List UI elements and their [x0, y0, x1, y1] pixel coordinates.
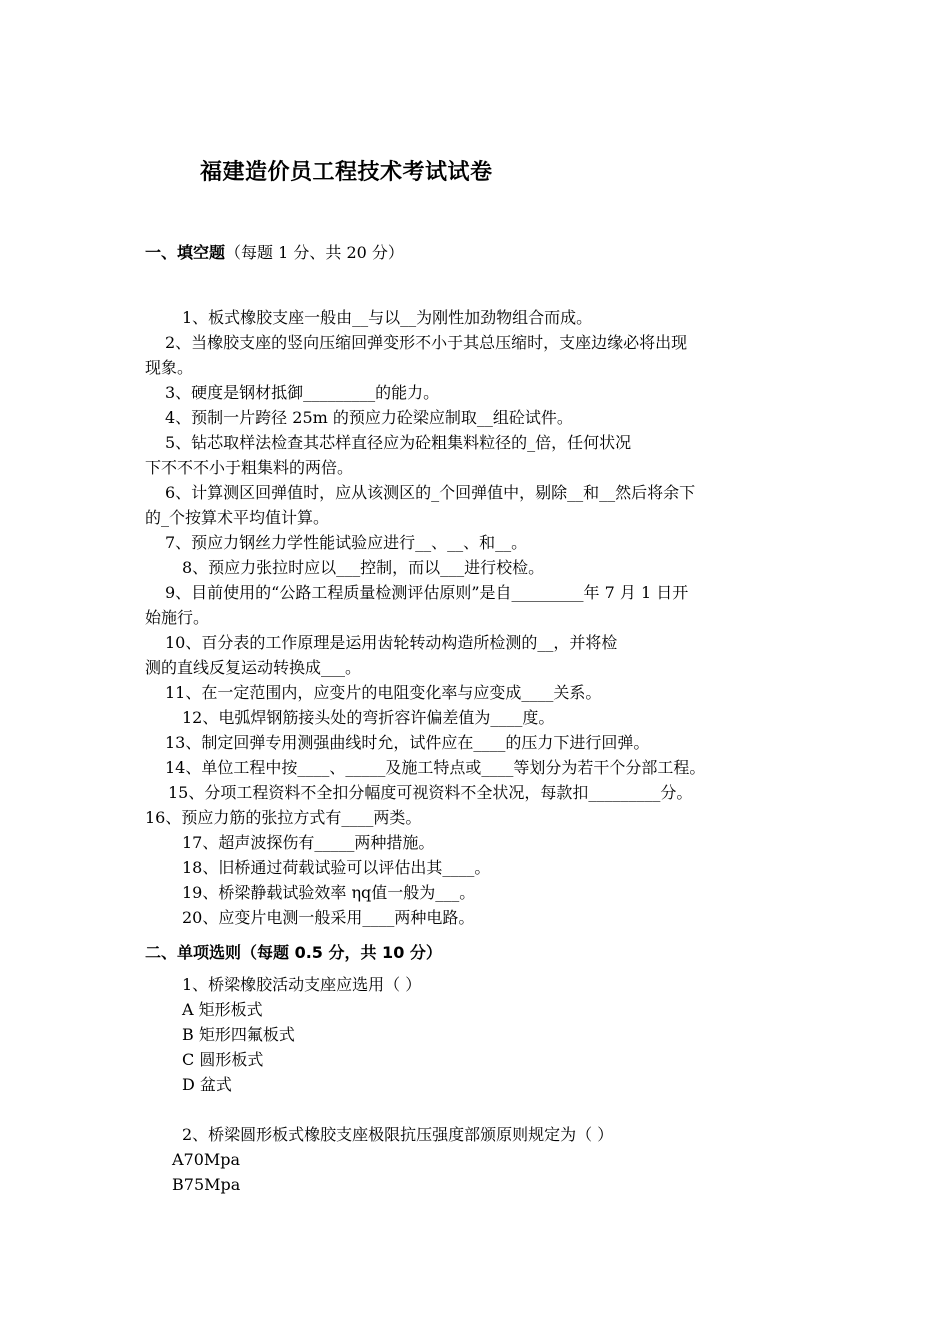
section2-heading: 二、单项选则（每题 0.5 分，共 10 分） — [145, 943, 442, 962]
question-2: 2、当橡胶支座的竖向压缩回弹变形不小于其总压缩时，支座边缘必将出现 — [165, 333, 688, 352]
question-9: 9、目前使用的“公路工程质量检测评估原则”是自_________年 7 月 1 日开 — [165, 583, 689, 602]
question-13: 13、制定回弹专用测强曲线时允，试件应在____的压力下进行回弹。 — [165, 733, 650, 752]
mc-option-d: D 盆式 — [182, 1075, 232, 1094]
question-14: 14、单位工程中按____、_____及施工特点或____等划分为若干个分部工程。 — [165, 758, 706, 777]
question-20: 20、应变片电测一般采用____两种电路。 — [182, 908, 475, 927]
mc-option-b: B 矩形四氟板式 — [182, 1025, 295, 1044]
question-12: 12、电弧焊钢筋接头处的弯折容许偏差值为____度。 — [182, 708, 555, 727]
question-10-cont: 测的直线反复运动转换成___。 — [145, 658, 362, 677]
question-9-cont: 始施行。 — [145, 608, 210, 627]
question-16: 16、预应力筋的张拉方式有____两类。 — [145, 808, 422, 827]
section1-heading-row — [145, 240, 404, 263]
question-2-cont: 现象。 — [145, 358, 194, 377]
question-17: 17、超声波探伤有_____两种措施。 — [182, 833, 435, 852]
question-10: 10、百分表的工作原理是运用齿轮转动构造所检测的__，并将检 — [165, 633, 618, 652]
question-8: 8、预应力张拉时应以___控制，而以___进行校检。 — [182, 558, 545, 577]
question-3: 3、硬度是钢材抵御_________的能力。 — [165, 383, 440, 402]
question-5: 5、钻芯取样法检查其芯样直径应为砼粗集料粒径的_倍，任何状况 — [165, 433, 632, 452]
question-11: 11、在一定范围内，应变片的电阻变化率与应变成____关系。 — [165, 683, 602, 702]
question-4: 4、预制一片跨径 25m 的预应力砼梁应制取__组砼试件。 — [165, 408, 573, 427]
question-1: 1、板式橡胶支座一般由__与以__为刚性加劲物组合而成。 — [182, 308, 593, 327]
mc2-option-a: A70Mpa — [172, 1150, 241, 1169]
section1-heading: 一、填空题 — [145, 243, 226, 262]
question-6: 6、计算测区回弹值时，应从该测区的_个回弹值中，剔除__和__然后将余下 — [165, 483, 696, 502]
section1-note: （每题 1 分、共 20 分） — [225, 243, 404, 262]
question-15: 15、分项工程资料不全扣分幅度可视资料不全状况，每款扣_________分。 — [168, 783, 693, 802]
question-18: 18、旧桥通过荷载试验可以评估出其____。 — [182, 858, 491, 877]
question-19: 19、桥梁静载试验效率 ηq值一般为___。 — [182, 883, 476, 902]
question-5-cont: 下不不不小于粗集料的两倍。 — [145, 458, 354, 477]
question-7: 7、预应力钢丝力学性能试验应进行__、__、和__。 — [165, 533, 528, 552]
mc2-option-b: B75Mpa — [172, 1175, 241, 1194]
mc-option-a: A 矩形板式 — [182, 1000, 263, 1019]
document-title: 福建造价员工程技术考试试卷 — [200, 160, 493, 185]
mc-option-c: C 圆形板式 — [182, 1050, 264, 1069]
mc-question-1: 1、桥梁橡胶活动支座应选用（ ） — [182, 975, 422, 994]
section2-heading-row — [145, 940, 442, 963]
mc-question-2: 2、桥梁圆形板式橡胶支座极限抗压强度部颁原则规定为（ ） — [182, 1125, 614, 1144]
question-6-cont: 的_个按算术平均值计算。 — [145, 508, 330, 527]
